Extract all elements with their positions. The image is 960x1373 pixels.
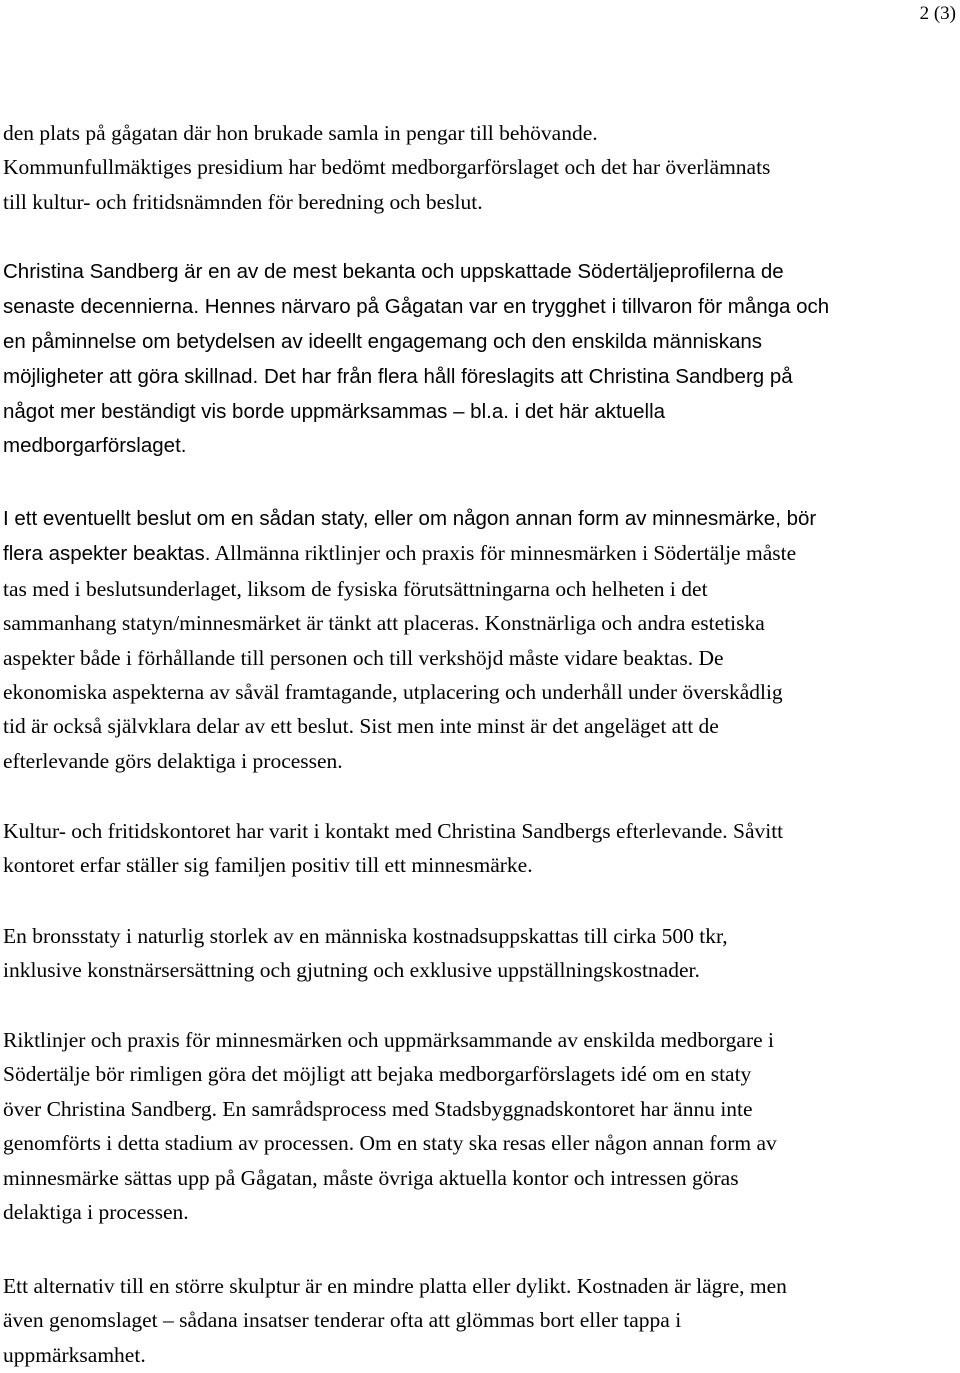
text-segment: möjligheter att göra skillnad. — [3, 365, 259, 389]
text-line: även genomslaget – sådana insatser tenderar ofta att glömmas bort eller tappa i — [3, 1308, 682, 1333]
text-line: en påminnelse om betydelsen av ideellt engagemang och den enskilda människans — [3, 329, 762, 353]
text-line: aspekter både i förhållande till personen och till verkshöjd måste vidare beaktas. De — [3, 645, 724, 670]
text-line-mixed — [3, 536, 953, 571]
text-line-mixed — [3, 359, 953, 394]
text-line: delaktiga i processen. — [3, 1200, 189, 1225]
text-segment: senaste decennierna. — [3, 295, 200, 319]
text-line: till kultur- och fritidsnämnden för beredning och beslut. — [3, 189, 483, 214]
text-line: sammanhang statyn/minnesmärket är tänkt att placeras. Konstnärliga och andra estetiska — [3, 611, 765, 636]
page-number: 2 (3) — [919, 3, 956, 24]
text-line-mixed — [3, 289, 953, 324]
text-line: En bronsstaty i naturlig storlek av en människa kostnadsuppskattas till cirka 500 tkr, — [3, 924, 728, 948]
text-line: medborgarförslaget. — [3, 434, 187, 458]
text-line: Södertälje bör rimligen göra det möjligt att bejaka medborgarförslagets idé om en staty — [3, 1062, 752, 1087]
text-line: den plats på gågatan där hon brukade samla in pengar till behövande. — [3, 121, 598, 145]
text-line: tas med i beslutsunderlaget, liksom de fysiska förutsättningarna och helheten i det — [3, 576, 708, 601]
text-line: I ett eventuellt beslut om en sådan staty, eller om någon annan form av minnesmärke, bör — [3, 507, 817, 530]
paragraph-7 — [3, 1269, 953, 1372]
text-segment: Det har från flera håll föreslagits att Christina Sandberg på — [258, 365, 793, 389]
text-line: kontoret erfar ställer sig familjen positiv till ett minnesmärke. — [3, 853, 533, 878]
text-line: tid är också självklara delar av ett beslut. Sist men inte minst är det angeläget att de — [3, 714, 719, 739]
text-segment: Allmänna riktlinjer och praxis för minnesmärken i Södertälje måste — [210, 541, 797, 566]
text-line: uppmärksamhet. — [3, 1342, 146, 1367]
text-segment: Hennes närvaro på Gågatan var en trygghet i tillvaron för många och — [199, 295, 830, 319]
paragraph-2 — [3, 255, 953, 463]
paragraph-5 — [3, 919, 953, 988]
text-line: Christina Sandberg är en av de mest bekanta och uppskattade Södertäljeprofilerna de — [3, 260, 784, 283]
text-line: Ett alternativ till en större skulptur är en mindre platta eller dylikt. Kostnaden är lägre, men — [3, 1274, 787, 1298]
text-line: inklusive konstnärsersättning och gjutning och exklusive uppställningskostnader. — [3, 958, 700, 983]
text-line: Kommunfullmäktiges presidium har bedömt medborgarförslaget och det har överlämnats — [3, 155, 771, 180]
paragraph-6 — [3, 1023, 953, 1229]
text-line: över Christina Sandberg. En samrådsprocess med Stadsbyggnadskontoret har ännu inte — [3, 1096, 753, 1121]
paragraph-1 — [3, 116, 953, 219]
paragraph-4 — [3, 814, 953, 883]
text-line: Kultur- och fritidskontoret har varit i kontakt med Christina Sandbergs efterlevande. Såvitt — [3, 819, 784, 843]
text-line: något mer beständigt vis borde uppmärksammas – bl.a. i det här aktuella — [3, 399, 666, 423]
text-line: genomförts i detta stadium av processen. Om en staty ska resas eller någon annan form av — [3, 1131, 777, 1156]
text-segment: flera aspekter beaktas. — [3, 542, 211, 566]
text-line: Riktlinjer och praxis för minnesmärken och uppmärksammande av enskilda medborgare i — [3, 1028, 774, 1052]
paragraph-3 — [3, 502, 953, 778]
text-line: minnesmärke sättas upp på Gågatan, måste övriga aktuella kontor och intressen göras — [3, 1165, 739, 1190]
text-line: efterlevande görs delaktiga i processen. — [3, 748, 343, 773]
text-line: ekonomiska aspekterna av såväl framtagande, utplacering och underhåll under överskådlig — [3, 680, 783, 705]
